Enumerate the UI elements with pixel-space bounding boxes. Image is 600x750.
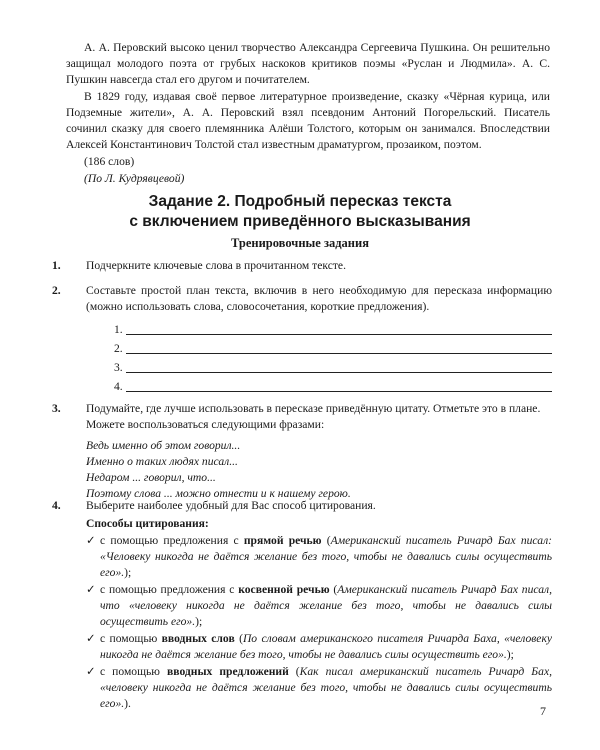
task-2-number: 2. xyxy=(52,284,61,297)
plan-line-rule xyxy=(126,360,552,373)
method-term: прямой речью xyxy=(243,534,322,547)
method-example: Американский писатель Ричард Бах писал, что «человеку никогда не даётся желание без того, чтобы не давались силы осуществить его». xyxy=(100,583,552,628)
intro-text xyxy=(66,40,550,187)
task-3-text xyxy=(86,401,552,502)
method-term: косвенной речью xyxy=(238,583,330,596)
method-paren: ( xyxy=(321,534,331,547)
word-count: (186 слов) xyxy=(84,155,135,168)
method-term: вводных слов xyxy=(161,632,235,645)
method-paren: ); xyxy=(195,615,203,628)
method-text: с помощью xyxy=(100,665,167,678)
task-1-number: 1. xyxy=(52,259,61,272)
task-2 xyxy=(52,283,552,395)
phrase-item: Ведь именно об этом говорил... xyxy=(86,439,241,452)
plan-line-number: 1. xyxy=(114,323,123,336)
training-subheading: Тренировочные задания xyxy=(231,236,369,250)
method-paren: ); xyxy=(124,566,132,579)
check-icon: ✓ xyxy=(86,583,96,596)
method-introductory-sentences xyxy=(86,664,552,712)
method-text: с помощью предложения с xyxy=(100,583,239,596)
task-1-text: Подчеркните ключевые слова в прочитанном тексте. xyxy=(86,259,346,272)
plan-line-rule xyxy=(126,341,552,354)
task-4 xyxy=(52,498,552,712)
check-icon: ✓ xyxy=(86,632,96,645)
phrase-list xyxy=(86,438,552,502)
plan-line[interactable] xyxy=(114,376,552,395)
task-1 xyxy=(52,258,552,274)
task-heading xyxy=(0,192,600,232)
phrase-item: Поэтому слова ... можно отнести и к нашему герою. xyxy=(86,487,351,500)
method-paren: ( xyxy=(234,632,243,645)
task-3-instruction: Подумайте, где лучше использовать в пересказе приведённую цитату. Отметьте это в плане. xyxy=(86,402,541,415)
method-example: Американский писатель Ричард Бах писал: «Человеку никогда не даётся желание без того, чтобы не давались силы осуществить его». xyxy=(100,534,552,579)
source-citation: (По Л. Кудрявцевой) xyxy=(84,172,185,185)
methods-title: Способы цитирования: xyxy=(86,517,209,530)
page-number: 7 xyxy=(540,704,546,718)
plan-line[interactable] xyxy=(114,319,552,338)
task-3 xyxy=(52,401,552,502)
check-icon: ✓ xyxy=(86,665,96,678)
task-4-number: 4. xyxy=(52,499,61,512)
method-example: Как писал американский писатель Ричард Бах, «человеку никогда не даётся желание без того, чтобы не давались силы осуществить его». xyxy=(100,665,552,710)
plan-line[interactable] xyxy=(114,338,552,357)
check-icon: ✓ xyxy=(86,534,96,547)
method-text: с помощью предложения с xyxy=(100,534,244,547)
task-2-text: Составьте простой план текста, включив в него необходимую для пересказа информацию (можно использовать слова, словосочетания, короткие предложения). xyxy=(86,284,552,313)
plan-line-number: 4. xyxy=(114,380,123,393)
task-3-number: 3. xyxy=(52,402,61,415)
plan-line-rule xyxy=(126,322,552,335)
intro-paragraph-1: А. А. Перовский высоко ценил творчество Александра Сергеевича Пушкина. Он решительно защищал молодого поэта от грубых наскоков критиков поэмы «Руслан и Людмила». А. С. Пушкин навсегда стал его другом и почитателем. xyxy=(66,41,550,86)
phrase-item: Именно о таких людях писал... xyxy=(86,455,238,468)
plan-line[interactable] xyxy=(114,357,552,376)
plan-line-rule xyxy=(126,379,552,392)
method-paren: ( xyxy=(329,583,338,596)
phrase-item: Недаром ... говорил, что... xyxy=(86,471,216,484)
task-heading-line-2: с включением приведённого высказывания xyxy=(129,213,471,230)
method-paren: ( xyxy=(288,665,300,678)
method-direct-speech xyxy=(86,533,552,581)
method-introductory-words xyxy=(86,631,552,663)
intro-paragraph-2: В 1829 году, издавая своё первое литературное произведение, сказку «Чёрная курица, или Подземные жители», А. А. Перовский взял псевдоним Антоний Погорельский. Писатель сочинил сказку для своего племянника Алёши Толстого, которым он занимался. Впоследствии Алексей Константинович Толстой стал известным драматургом, прозаиком, поэтом. xyxy=(66,90,550,151)
plan-line-number: 2. xyxy=(114,342,123,355)
method-paren: ); xyxy=(506,648,514,661)
task-4-text xyxy=(86,498,552,712)
method-term: вводных предложений xyxy=(167,665,289,678)
method-example: По словам американского писателя Ричарда Баха, «человеку никогда не даётся желание без того, чтобы не давались силы осуществить его». xyxy=(100,632,553,661)
method-text: с помощью xyxy=(100,632,162,645)
task-3-phrases-intro: Можете воспользоваться следующими фразами: xyxy=(86,418,325,431)
task-heading-line-1: Задание 2. Подробный пересказ текста xyxy=(148,193,452,210)
plan-line-number: 3. xyxy=(114,361,123,374)
plan-lines xyxy=(86,319,552,395)
task-4-instruction: Выберите наиболее удобный для Вас способ цитирования. xyxy=(86,499,376,512)
method-indirect-speech xyxy=(86,582,552,630)
method-paren: ). xyxy=(124,697,131,710)
